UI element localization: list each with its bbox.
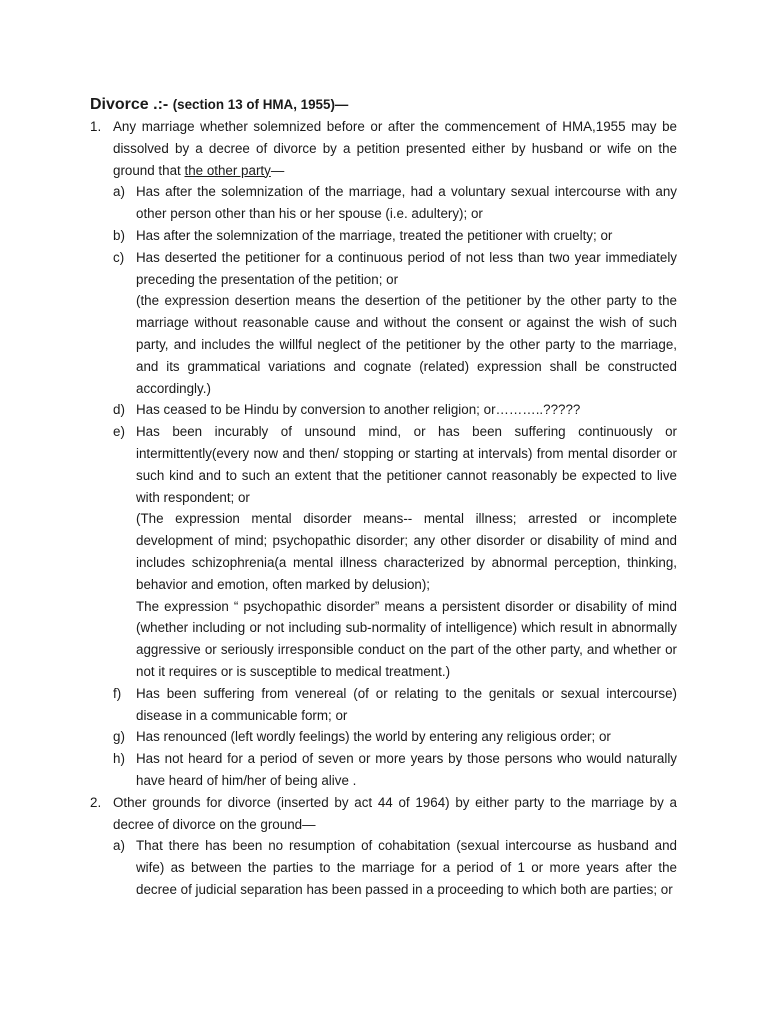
heading-title: Divorce .:-	[90, 96, 173, 113]
sub-letter: h)	[113, 751, 125, 767]
sub-text: Has been incurably of unsound mind, or has been suffering continuously or intermittently(every now and then/ stopping or starting at intervals) from mental disorder or such kind and to such an extent that the petitioner cannot reasonably be expected to live with respondent; or	[136, 424, 677, 505]
document-heading	[90, 94, 677, 116]
heading-subtitle: (section 13 of HMA, 1955)—	[172, 97, 349, 112]
sub-letter: f)	[113, 685, 122, 701]
document-page	[90, 94, 677, 901]
item-text: Any marriage whether solemnized before or after the commencement of HMA,1955 may be dissolved by a decree of divorce by a petition presented either by husband or wife on the ground that	[113, 119, 677, 178]
list-item-2	[90, 792, 677, 836]
sub-letter: e)	[113, 424, 125, 440]
sub-letter: a)	[113, 838, 125, 854]
list-item-1	[90, 116, 677, 181]
sub-text: Has been suffering from venereal (of or relating to the genitals or sexual intercourse) disease in a communicable form; or	[136, 685, 677, 723]
sub-letter: g)	[113, 729, 125, 745]
sub-item-h	[90, 748, 677, 792]
sub-text: Has after the solemnization of the marriage, treated the petitioner with cruelty; or	[136, 227, 613, 243]
sub-item-d	[90, 399, 677, 421]
sub-text: Has ceased to be Hindu by conversion to another religion; or………..?????	[136, 402, 581, 418]
sub-text: Has deserted the petitioner for a continuous period of not less than two year immediately preceding the presentation of the petition; or	[136, 249, 677, 287]
sub-item-e	[90, 421, 677, 508]
sub-item-g	[90, 726, 677, 748]
sub-letter: a)	[113, 184, 125, 200]
list-number: 2.	[90, 794, 102, 810]
sub-item-2a	[90, 835, 677, 900]
sub-item-a	[90, 181, 677, 225]
item-text-end: —	[270, 162, 285, 178]
sub-letter: d)	[113, 402, 125, 418]
sub-item-b	[90, 225, 677, 247]
sub-text: Has after the solemnization of the marriage, had a voluntary sexual intercourse with any other person other than his or her spouse (i.e. adultery); or	[136, 184, 677, 222]
sub-text: Has not heard for a period of seven or more years by those persons who would naturally have heard of him/her of being alive .	[136, 751, 677, 788]
sub-item-f	[90, 683, 677, 727]
list-number: 1.	[90, 119, 102, 134]
note-mental-disorder: (The expression mental disorder means-- mental illness; arrested or incomplete development of mind; psychopathic disorder; any other disorder or disability of mind and includes schizophrenia(a mental illness characterized by abnormal perception, thinking, behavior and emotion, often marked by delusion);	[136, 511, 677, 592]
sub-letter: b)	[113, 227, 125, 243]
note-psychopathic-disorder: The expression “ psychopathic disorder” means a persistent disorder or disability of mind (whether including or not including sub-normality of intelligence) which result in abnormally aggressive or seriously irresponsible conduct on the part of the other party, and whether or not it requires or is susceptible to medical treatment.)	[136, 598, 677, 679]
underlined-text: the other party	[184, 162, 271, 178]
note-desertion: (the expression desertion means the desertion of the petitioner by the other party to the marriage without reasonable cause and without the consent or against the wish of such party, and includes the willful neglect of the petitioner by the other party to the marriage, and its grammatical variations and cognate (related) expression shall be constructed accordingly.)	[136, 293, 677, 396]
sub-text: That there has been no resumption of cohabitation (sexual intercourse as husband and wife) as between the parties to the marriage for a period of 1 or more years after the decree of judicial separation has been passed in a proceeding to which both are parties; or	[136, 838, 677, 897]
sub-letter: c)	[113, 249, 125, 265]
sub-item-c	[90, 247, 677, 291]
item-text: Other grounds for divorce (inserted by act 44 of 1964) by either party to the marriage by a decree of divorce on the ground—	[113, 794, 677, 832]
sub-text: Has renounced (left wordly feelings) the world by entering any religious order; or	[136, 729, 611, 745]
